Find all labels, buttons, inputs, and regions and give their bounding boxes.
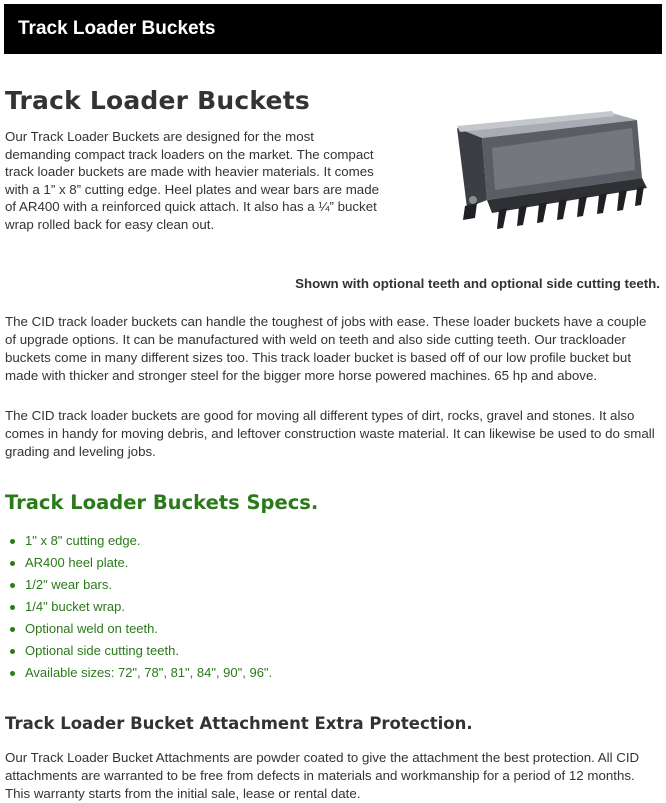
spec-item-text: Optional side cutting teeth. [25, 643, 179, 658]
spec-item-text: 1/4" bucket wrap. [25, 599, 126, 614]
specs-list [5, 530, 660, 684]
bullet-icon [10, 671, 15, 676]
spec-item-text: Available sizes: 72", 78", 81", 84", 90", 96". [25, 665, 273, 680]
track-loader-bucket-image [437, 108, 652, 238]
main-content [5, 86, 660, 803]
intro-section [5, 128, 660, 248]
specs-title: Track Loader Buckets Specs. [5, 491, 319, 514]
paragraph-upgrades: The CID track loader buckets can handle the toughest of jobs with ease. These loader buckets have a couple of upgrade options. It can be manufactured with weld on teeth and also side cutting teeth. Our trackloader buckets come in many different sizes too. This track loader bucket is based off of our low profile bucket but made with thicker and stronger steel for the bigger more horse powered machines. 65 hp and above. [5, 314, 647, 383]
bullet-icon [10, 627, 15, 632]
bullet-icon [10, 583, 15, 588]
spec-item-text: Optional weld on teeth. [25, 621, 158, 636]
protection-paragraph: Our Track Loader Bucket Attachments are powder coated to give the attachment the best protection. All CID attachments are warranted to be free from defects in materials and workmanship for a period of 12 months. This warranty starts from the initial sale, lease or rental date. [5, 750, 640, 801]
page-title: Track Loader Buckets [5, 86, 310, 115]
intro-paragraph: Our Track Loader Buckets are designed for the most demanding compact track loaders on the market. The compact track loader buckets are made with heavier materials. It comes with a 1” x 8” cutting edge. Heel plates and wear bars are made of AR400 with a reinforced quick attach. It also has a ¼” bucket wrap rolled back for easy clean out. [5, 129, 379, 232]
spec-item-text: 1/2" wear bars. [25, 577, 112, 592]
header-bar [4, 4, 662, 54]
protection-title: Track Loader Bucket Attachment Extra Protection. [5, 714, 473, 733]
spec-item [25, 552, 660, 574]
spec-item [25, 574, 660, 596]
image-caption: Shown with optional teeth and optional side cutting teeth. [295, 276, 660, 291]
spec-item-text: 1" x 8" cutting edge. [25, 533, 141, 548]
spec-item [25, 530, 660, 552]
spec-item [25, 596, 660, 618]
bullet-icon [10, 561, 15, 566]
bullet-icon [10, 649, 15, 654]
paragraph-uses: The CID track loader buckets are good for moving all different types of dirt, rocks, gravel and stones. It also comes in handy for moving debris, and leftover construction waste material. It can likewise be used to do small grading and leveling jobs. [5, 408, 655, 459]
bullet-icon [10, 539, 15, 544]
spec-item-text: AR400 heel plate. [25, 555, 129, 570]
header-title: Track Loader Buckets [18, 18, 216, 39]
spec-item [25, 618, 660, 640]
bullet-icon [10, 605, 15, 610]
spec-item [25, 640, 660, 662]
spec-item [25, 662, 660, 684]
